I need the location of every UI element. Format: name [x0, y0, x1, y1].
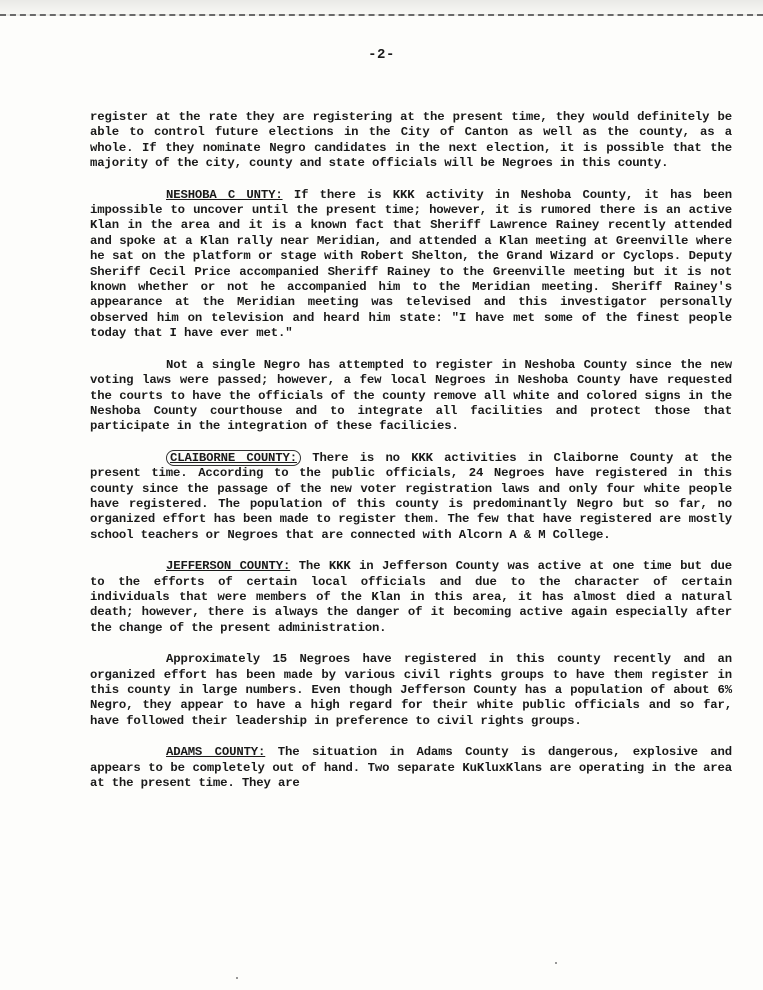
- page-top-edge: [0, 0, 763, 16]
- paragraph-text: The KKK in Jefferson County was active at one time but due to the efforts of certain local officials and due to the character of certain individuals that were members of the Klan in this area, it has almost died a natural death; however, there is always the danger of it becoming active again especially after the change of the present administration.: [90, 559, 733, 635]
- scan-speck: [555, 962, 557, 964]
- paragraph-text: register at the rate they are registering at the present time, they would definitely be able to control future elections in the City of Canton as well as the county, as a whole. If they nominate Negro candidates in the next election, it is possible that the majority of the city, county and state officials will be Negroes in this county.: [90, 110, 732, 171]
- paragraph-neshoba-registration: [90, 358, 732, 435]
- section-heading-neshoba: NESHOBA C UNTY:: [166, 187, 283, 202]
- document-body: [90, 110, 732, 807]
- paragraph-text: The situation in Adams County is dangerous, explosive and appears to be completely out of hand. Two separate KuKluxKlans are operating in the area at the present time. They are: [90, 745, 733, 791]
- page-number: -2-: [368, 47, 395, 63]
- paragraph-canton-continuation: [90, 110, 732, 172]
- scan-speck: [236, 977, 238, 979]
- paragraph-adams-county: [90, 745, 732, 791]
- paragraph-text: Not a single Negro has attempted to register in Neshoba County since the new voting laws were passed; however, a few local Negroes in Neshoba County have requested the courts to have the officials of the county remove all white and colored signs in the Neshoba County courthouse and to integrate all facilities and protect those that participate in the integration of these facilicies.: [90, 357, 732, 434]
- paragraph-text: There is no KKK activities in Claiborne County at the present time. According to the public officials, 24 Negroes have registered in this county since the passage of the new voter registration laws and only four white people have registered. The population of this county is predominantly Negro but so far, no organized effort has been made to register them. The few that have registered are mostly school teachers or Negroes that are connected with Alcorn A & M College.: [90, 450, 732, 542]
- paragraph-claiborne-county: [90, 451, 732, 543]
- section-heading-jefferson: JEFFERSON COUNTY:: [166, 559, 291, 574]
- paragraph-jefferson-registration: [90, 652, 732, 729]
- paragraph-text: Approximately 15 Negroes have registered in this county recently and an organized effort has been made by various civil rights groups to have them register in this county in large numbers. Even though Jefferson County has a population of about 6% Negro, they appear to have a high regard for their white public officials and so far, have followed their leadership in preference to civil rights groups.: [90, 652, 732, 728]
- paragraph-jefferson-county: [90, 559, 732, 636]
- section-heading-claiborne: CLAIBORNE COUNTY:: [166, 450, 301, 466]
- section-heading-adams: ADAMS COUNTY:: [166, 745, 266, 760]
- paragraph-text: If there is KKK activity in Neshoba County, it has been impossible to uncover until the present time; however, it is rumored there is an active Klan in the area and it is a known fact that Sheriff Lawrence Rainey recently attended and spoke at a Klan rally near Meridian, and attended a Klan meeting at Greenville where he sat on the platform or stage with Robert Shelton, the Grand Wizard or Cyclops. Deputy Sheriff Cecil Price accompanied Sheriff Rainey to the Greenville meeting but it is not known whether or not he accompanied him to the Meridian meeting. Sheriff Rainey's appearance at the Meridian meeting was televised and this investigator personally observed him on television and heard him state: "I have met some of the finest people today that I have ever met.": [90, 187, 733, 341]
- paragraph-neshoba-county: [90, 188, 732, 342]
